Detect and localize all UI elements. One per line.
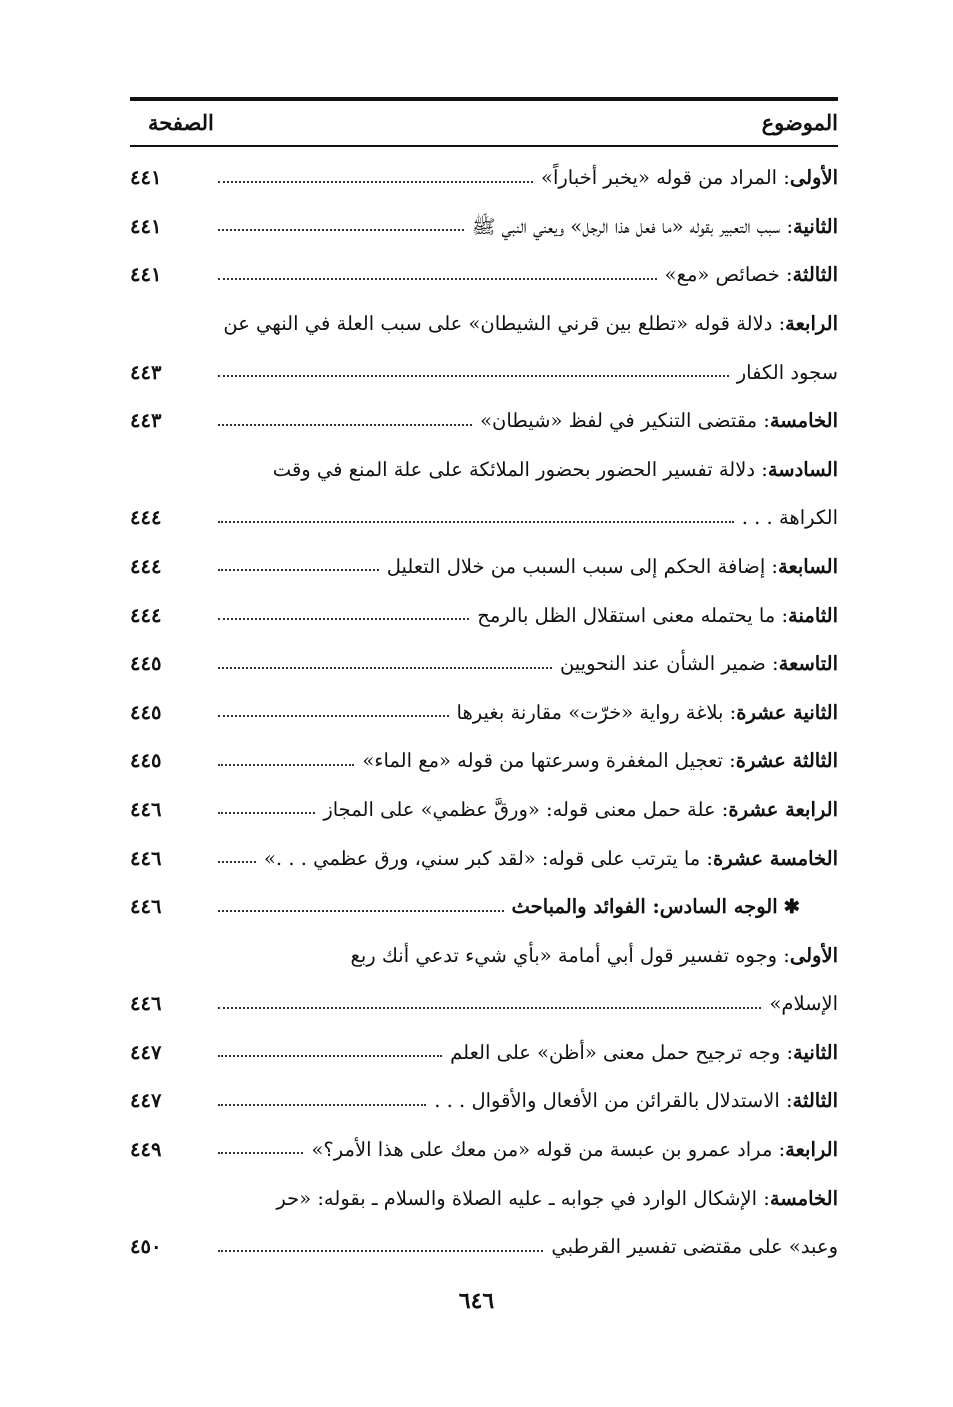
toc-entry-label: الثالثة	[792, 1089, 838, 1113]
toc-entry	[130, 973, 838, 1022]
toc-entry	[130, 196, 838, 245]
toc-entry	[130, 487, 838, 536]
toc-entry-label: الثالثة عشرة	[735, 749, 838, 773]
toc-entry-page: ٤٤٧	[130, 1089, 162, 1113]
toc-entry-label: الخامسة عشرة	[713, 846, 838, 870]
toc-entry	[130, 439, 838, 488]
toc-entry-text: : إضافة الحكم إلى سبب السبب من خلال التعليل	[386, 554, 778, 578]
toc-entry-title	[362, 749, 838, 778]
toc-entry-label: التاسعة	[778, 652, 838, 676]
toc-entry-page: ٤٤٦	[130, 797, 162, 821]
toc-entry-page: ٤٤٦	[130, 895, 162, 919]
toc-entry-label: الرابعة	[785, 311, 838, 335]
toc-entry-label: الرابعة عشرة	[728, 797, 838, 821]
toc-entry-text: وعبد» على مقتضى تفسير القرطبي	[551, 1235, 838, 1259]
toc-entry	[130, 1022, 838, 1071]
dot-leader	[218, 424, 472, 426]
toc-entry-title	[434, 1089, 838, 1118]
toc-entry-text: : وجوه تفسير قول أبي أمامة «بأي شيء تدعي أنك ربع	[350, 943, 790, 967]
toc-entry	[130, 876, 838, 925]
toc-entry-title	[477, 604, 838, 633]
toc-entry-page: ٤٤٩	[130, 1138, 162, 1162]
toc-entry	[130, 1167, 838, 1216]
toc-entry	[130, 536, 838, 585]
toc-entry	[130, 390, 838, 439]
toc-entry-title	[480, 409, 838, 438]
dot-leader	[218, 1250, 543, 1252]
toc-entry-title	[130, 944, 838, 973]
toc-list	[130, 147, 838, 1265]
toc-entry-title	[130, 312, 838, 341]
toc-entry-title	[541, 166, 838, 195]
toc-entry-page: ٤٤١	[130, 214, 162, 238]
toc-entry-page: ٤٤٦	[130, 992, 162, 1016]
toc-entry-title	[665, 263, 838, 292]
toc-entry-label: الخامسة	[769, 409, 838, 433]
toc-entry-page: ٤٤٣	[130, 409, 162, 433]
toc-entry-label: الرابعة	[785, 1138, 838, 1162]
dot-leader	[218, 667, 552, 669]
toc-entry	[130, 779, 838, 828]
dot-leader	[218, 569, 379, 571]
toc-entry-page: ٤٤٣	[130, 360, 162, 384]
toc-entry-title	[742, 506, 838, 535]
section-star-icon: ✱	[783, 895, 800, 919]
toc-entry-page: ٤٥٠	[130, 1235, 162, 1259]
toc-entry-page: ٤٤٥	[130, 700, 162, 724]
toc-entry-text: : ضمير الشأن عند النحويين	[559, 652, 779, 676]
toc-entry-title	[551, 1235, 838, 1264]
toc-entry-text: : مراد عمرو بن عبسة من قوله «من معك على هذا الأمر؟»	[311, 1138, 786, 1162]
toc-entry-text: : تعجيل المغفرة وسرعتها من قوله «مع الماء»	[362, 749, 736, 773]
toc-entry-label: الثانية عشرة	[736, 700, 838, 724]
toc-entry	[130, 293, 838, 342]
dot-leader	[218, 764, 354, 766]
toc-entry-text: : المراد من قوله «يخبر أخباراً»	[541, 166, 790, 190]
toc-entry	[130, 584, 838, 633]
toc-header	[130, 101, 838, 143]
toc-entry-page: ٤٤١	[130, 166, 162, 190]
toc-entry	[130, 1070, 838, 1119]
dot-leader	[218, 1007, 761, 1009]
toc-entry-text: : وجه ترجيح حمل معنى «أظن» على العلم	[450, 1040, 794, 1064]
toc-entry-title	[457, 701, 838, 730]
toc-entry-label: الخامسة	[769, 1186, 838, 1210]
dot-leader	[218, 521, 734, 523]
toc-entry	[130, 925, 838, 974]
toc-entry-page: ٤٤٦	[130, 846, 162, 870]
toc-entry-text: : خصائص «مع»	[664, 263, 793, 287]
toc-entry-text: : علة حمل معنى قوله: «ورقَّ عظمي» على المجاز	[323, 797, 729, 821]
toc-entry-text: الكراهة . . .	[741, 506, 838, 530]
toc-entry	[130, 682, 838, 731]
toc-entry-title	[264, 847, 838, 876]
toc-entry-title	[560, 652, 838, 681]
toc-entry-label: الثامنة	[788, 603, 838, 627]
dot-leader	[218, 278, 657, 280]
toc-entry-page: ٤٤٥	[130, 652, 162, 676]
toc-entry-title	[323, 798, 838, 827]
toc-entry-page: ٤٤٧	[130, 1040, 162, 1064]
header-topic-label: الموضوع	[761, 109, 838, 135]
toc-entry-title	[512, 895, 839, 924]
toc-entry-label: الثانية	[793, 214, 838, 238]
toc-entry-text: : الإشكال الوارد في جوابه ـ عليه الصلاة والسلام ـ بقوله: «حر	[276, 1186, 770, 1210]
toc-entry-text: الوجه السادس: الفوائد والمباحث	[511, 895, 778, 919]
dot-leader	[218, 910, 504, 912]
toc-entry-title	[130, 1187, 838, 1216]
toc-page	[130, 97, 838, 1265]
dot-leader	[218, 861, 256, 863]
header-page-label: الصفحة	[148, 109, 214, 135]
toc-entry-page: ٤٤٤	[130, 554, 162, 578]
toc-entry-text: : ما يحتمله معنى استقلال الظل بالرمح	[477, 603, 789, 627]
toc-entry-text: : مقتضى التنكير في لفظ «شيطان»	[480, 409, 770, 433]
toc-entry-title	[387, 555, 838, 584]
toc-entry-text: الإسلام»	[769, 992, 838, 1016]
dot-leader	[218, 1104, 426, 1106]
toc-entry-text: : بلاغة رواية «خرّت» مقارنة بغيرها	[456, 700, 737, 724]
dot-leader	[218, 618, 469, 620]
dot-leader	[218, 181, 533, 183]
toc-entry-label: الأولى	[789, 943, 838, 967]
toc-entry-title	[737, 361, 838, 390]
toc-entry-label: الثالثة	[792, 263, 838, 287]
toc-entry-text: : دلالة تفسير الحضور بحضور الملائكة على علة المنع في وقت	[272, 457, 768, 481]
toc-entry-label: السابعة	[778, 554, 838, 578]
toc-entry-text: سجود الكفار	[736, 360, 838, 384]
page-number: ٦٤٦	[458, 1288, 495, 1314]
dot-leader	[218, 229, 464, 231]
toc-entry-title	[311, 1138, 838, 1167]
toc-entry	[130, 341, 838, 390]
toc-entry-text: : الاستدلال بالقرائن من الأفعال والأقوال . . .	[434, 1089, 793, 1113]
toc-entry-page: ٤٤٥	[130, 749, 162, 773]
toc-entry-text: : ما يترتب على قوله: «لقد كبر سني، ورق عظمي . . .»	[264, 846, 714, 870]
toc-entry-title	[450, 1041, 838, 1070]
toc-entry-title	[472, 215, 838, 244]
toc-entry-title	[769, 992, 838, 1021]
toc-entry	[130, 1119, 838, 1168]
toc-entry-page: ٤٤٤	[130, 603, 162, 627]
toc-entry-label: الثانية	[793, 1040, 838, 1064]
toc-entry	[130, 244, 838, 293]
toc-entry-page: ٤٤١	[130, 263, 162, 287]
dot-leader	[218, 375, 729, 377]
toc-entry-label: السادسة	[767, 457, 838, 481]
toc-entry	[130, 730, 838, 779]
dot-leader	[218, 1152, 303, 1154]
dot-leader	[218, 1055, 442, 1057]
toc-entry-title	[130, 458, 838, 487]
toc-entry-label: الأولى	[789, 166, 838, 190]
toc-entry	[130, 633, 838, 682]
toc-entry	[130, 147, 838, 196]
dot-leader	[218, 715, 449, 717]
toc-entry	[130, 827, 838, 876]
toc-entry-text: : دلالة قوله «تطلع بين قرني الشيطان» على سبب العلة في النهي عن	[223, 311, 786, 335]
toc-entry	[130, 1216, 838, 1265]
dot-leader	[218, 812, 315, 814]
toc-entry-page: ٤٤٤	[130, 506, 162, 530]
toc-entry-text: : سبب التعبير بقوله «ما فعل هذا الرجل» ويعني النبي ﷺ	[471, 214, 794, 238]
